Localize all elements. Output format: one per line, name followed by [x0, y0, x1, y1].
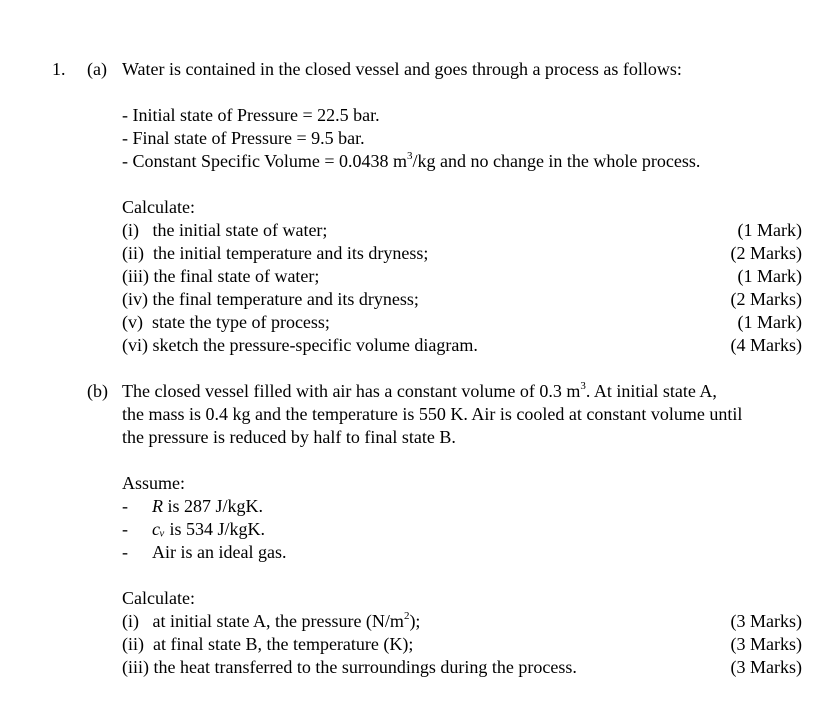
- part-a-item: [122, 219, 802, 242]
- question-number: 1.: [52, 59, 66, 79]
- part-b-label: (b): [87, 381, 108, 401]
- item-marks: (2 Marks): [730, 243, 802, 263]
- condition-initial-pressure: - Initial state of Pressure = 22.5 bar.: [122, 105, 380, 125]
- part-a-calculate-heading: Calculate:: [122, 197, 195, 217]
- assumption-dash: -: [122, 519, 128, 539]
- item-label: (ii) the initial temperature and its dryness;: [122, 243, 429, 263]
- item-label: (iii) the heat transferred to the surroundings during the process.: [122, 657, 577, 677]
- assume-heading: Assume:: [122, 473, 185, 493]
- part-b-calculate-heading: Calculate:: [122, 588, 195, 608]
- part-a-item: [122, 288, 802, 311]
- assumption-dash: -: [122, 496, 128, 516]
- item-label: (i) the initial state of water;: [122, 220, 328, 240]
- item-label: (ii) at final state B, the temperature (K);: [122, 634, 414, 654]
- item-marks: (1 Mark): [737, 220, 802, 240]
- part-b-item: [122, 633, 802, 656]
- part-b-line-3: the pressure is reduced by half to final state B.: [122, 427, 456, 447]
- part-a-item: [122, 265, 802, 288]
- assumption-r: R is 287 J/kgK.: [152, 496, 264, 516]
- assumption-ideal-gas: Air is an ideal gas.: [152, 542, 287, 562]
- item-label: (iv) the final temperature and its dryness;: [122, 289, 419, 309]
- part-a-item: [122, 334, 802, 357]
- item-marks: (3 Marks): [730, 611, 802, 631]
- item-label: (v) state the type of process;: [122, 312, 330, 332]
- part-b-line-1: The closed vessel filled with air has a constant volume of 0.3 $m^3$. At initial state A,: [122, 380, 717, 401]
- part-b-item: [122, 656, 802, 679]
- part-a-label: (a): [87, 59, 107, 79]
- part-a-item: [122, 242, 802, 265]
- item-marks: (3 Marks): [730, 634, 802, 654]
- part-a-item: [122, 311, 802, 334]
- item-marks: (1 Mark): [737, 266, 802, 286]
- item-label: (vi) sketch the pressure-specific volume diagram.: [122, 335, 478, 355]
- assumption-cv: cᵥ is 534 J/kgK.: [152, 519, 266, 539]
- item-marks: (2 Marks): [730, 289, 802, 309]
- item-label: (i) at initial state A, the pressure $(N/m^2)$;: [122, 610, 421, 631]
- item-marks: (3 Marks): [730, 657, 802, 677]
- item-marks: (4 Marks): [730, 335, 802, 355]
- condition-final-pressure: - Final state of Pressure = 9.5 bar.: [122, 128, 365, 148]
- part-a-intro: Water is contained in the closed vessel and goes through a process as follows:: [122, 59, 682, 79]
- condition-specific-volume: - Constant Specific Volume = 0.0438 $m^3/kg$ and no change in the whole process.: [122, 150, 701, 171]
- part-b-line-2: the mass is 0.4 kg and the temperature is 550 K. Air is cooled at constant volume until: [122, 404, 743, 424]
- item-marks: (1 Mark): [737, 312, 802, 332]
- part-b-item: [122, 610, 802, 633]
- item-label: (iii) the final state of water;: [122, 266, 320, 286]
- assumption-dash: -: [122, 542, 128, 562]
